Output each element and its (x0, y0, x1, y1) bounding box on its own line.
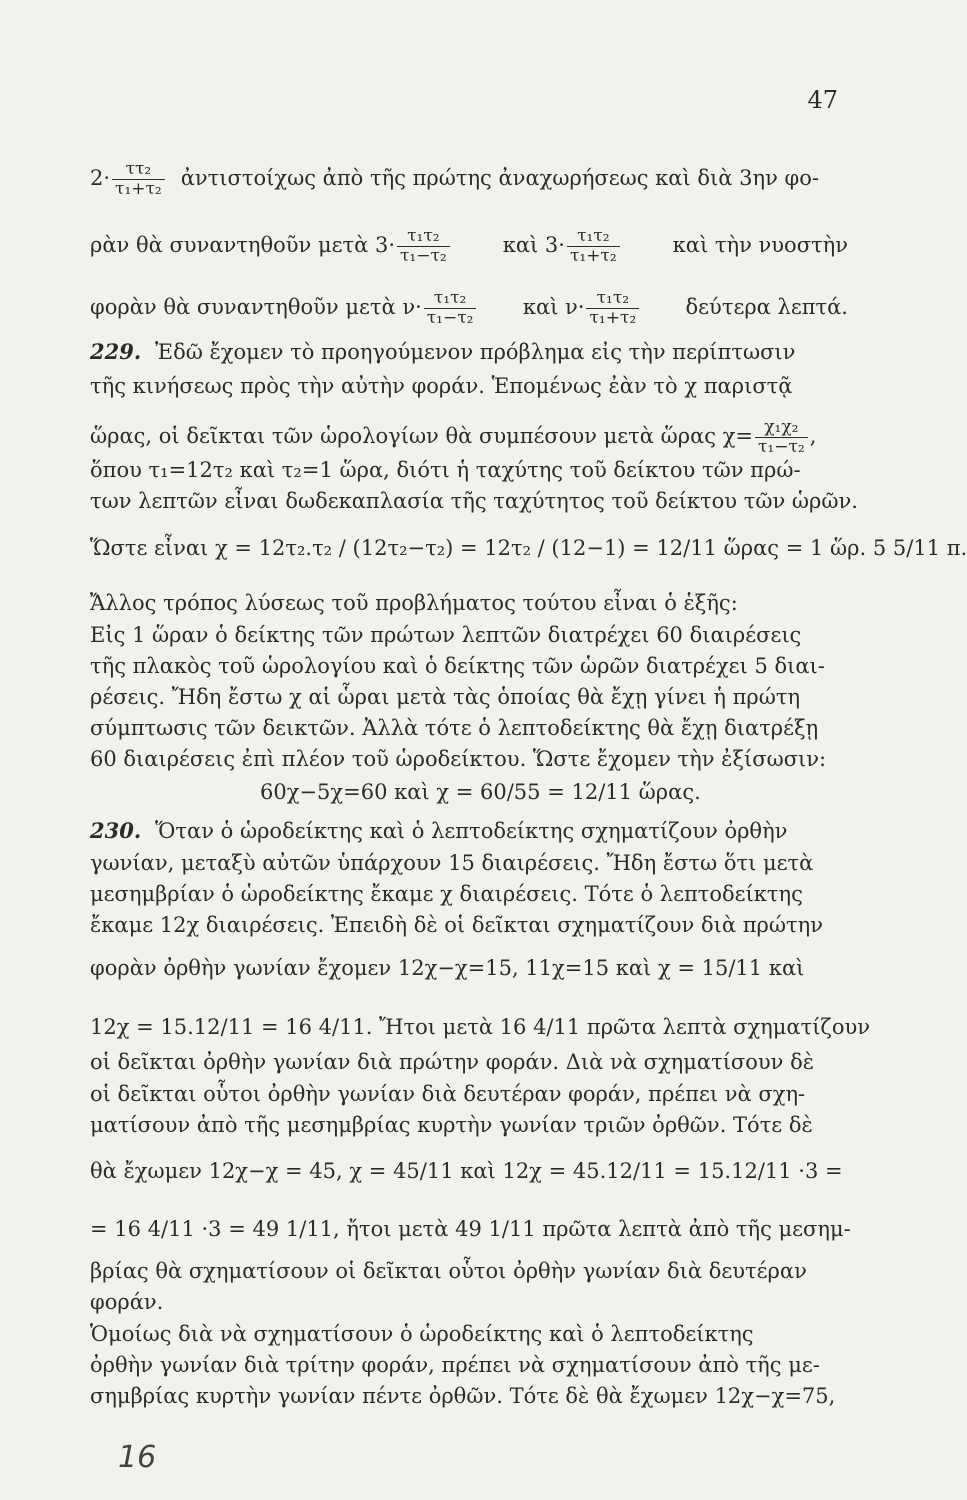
text-line: βρίας θὰ σχηματίσουν οἱ δεῖκται οὗτοι ὀρθὴν γωνίαν διὰ δευτέραν (90, 1259, 807, 1283)
fraction: $\frac{\text{τ₁τ₂}}{\text{τ₁+τ₂}}$ (567, 227, 620, 266)
text-line: ὀρθὴν γωνίαν διὰ τρίτην φοράν, πρέπει νὰ σχηματίσουν ἀπὸ τῆς με- (90, 1353, 820, 1377)
text-line: ματίσουν ἀπὸ τῆς μεσημβρίας κυρτὴν γωνίαν τριῶν ὀρθῶν. Τότε δὲ (90, 1113, 813, 1137)
equation-line: 60χ−5χ=60 καὶ χ = 60/55 = 12/11 ὥρας. (260, 780, 701, 804)
text-line: μεσημβρίαν ὁ ὡροδείκτης ἔκαμε χ διαιρέσεις. Τότε ὁ λεπτοδείκτης (90, 882, 803, 906)
text-line: τῆς πλακὸς τοῦ ὡρολογίου καὶ ὁ δείκτης τῶν ὡρῶν διατρέχει 5 διαι- (90, 654, 825, 678)
text-line: 60 διαιρέσεις ἐπὶ πλέον τοῦ ὡροδείκτου. Ὥστε ἔχομεν τὴν ἐξίσωσιν: (90, 747, 827, 771)
text-line: φορὰν ὀρθὴν γωνίαν ἔχομεν 12χ−χ=15, 11χ=15 καὶ χ = 15/11 καὶ (90, 956, 805, 980)
text-line: 2· $\frac{\text{ττ₂}}{\text{τ₁+τ₂}}$ ἀντιστοίχως ἀπὸ τῆς πρώτης ἀναχωρήσεως καὶ διὰ 3ην φο- (90, 159, 819, 199)
text-line: τῆς κινήσεως πρὸς τὴν αὐτὴν φοράν. Ἑπομένως ἐὰν τὸ χ παριστᾷ (90, 374, 793, 398)
equation-line: θὰ ἔχωμεν 12χ−χ = 45, χ = 45/11 καὶ 12χ = 45.12/11 = 15.12/11 ·3 = (90, 1159, 843, 1183)
page-number: 47 (807, 86, 838, 114)
text-line: ρέσεις. Ἤδη ἔστω χ αἱ ὧραι μετὰ τὰς ὁποίας θὰ ἔχῃ γίνει ἡ πρώτη (90, 685, 801, 709)
text-line: ὅπου τ₁=12τ₂ καὶ τ₂=1 ὥρα, διότι ἡ ταχύτης τοῦ δείκτου τῶν πρώ- (90, 458, 801, 482)
fraction: $\frac{\text{ττ₂}}{\text{τ₁+τ₂}}$ (112, 160, 165, 199)
text-line: σύμπτωσις τῶν δεικτῶν. Ἀλλὰ τότε ὁ λεπτοδείκτης θὰ ἔχῃ διατρέξῃ (90, 716, 819, 740)
equation-line: 12χ = 15.12/11 = 16 4/11. Ἤτοι μετὰ 16 4/11 πρῶτα λεπτὰ σχηματίζουν (90, 1015, 870, 1039)
equation-line: Ὥστε εἶναι χ = 12τ₂.τ₂ / (12τ₂−τ₂) = 12τ₂ / (12−1) = 12/11 ὥρας = 1 ὥρ. 5 5/11 π. (90, 536, 967, 560)
fraction: $\frac{\text{χ₁χ₂}}{\text{τ₁−τ₂}}$ (755, 418, 808, 457)
text-line: Εἰς 1 ὥραν ὁ δείκτης τῶν πρώτων λεπτῶν διατρέχει 60 διαιρέσεις (90, 623, 802, 647)
fraction: $\frac{\text{τ₁τ₂}}{\text{τ₁−τ₂}}$ (424, 289, 477, 328)
section-number: 229. (90, 339, 142, 364)
text-line: Ἄλλος τρόπος λύσεως τοῦ προβλήματος τούτου εἶναι ὁ ἑξῆς: (90, 591, 738, 615)
text-line: 230. Ὅταν ὁ ὡροδείκτης καὶ ὁ λεπτοδείκτης σχηματίζουν ὀρθὴν (90, 818, 788, 843)
text-line: οἱ δεῖκται οὗτοι ὀρθὴν γωνίαν διὰ δευτέραν φοράν, πρέπει νὰ σχη- (90, 1082, 806, 1106)
text-line: ρὰν θὰ συναντηθοῦν μετὰ 3· $\frac{\text{τ₁τ₂}}{\text{τ₁−τ₂}}$ καὶ 3· $\frac{\text{τ₁τ₂}}{\text{τ₁+τ₂}}$ καὶ τὴν νυοστὴν (90, 226, 848, 266)
text-line: γωνίαν, μεταξὺ αὐτῶν ὑπάρχουν 15 διαιρέσεις. Ἤδη ἔστω ὅτι μετὰ (90, 851, 814, 875)
section-number: 230. (90, 818, 142, 843)
text-line: των λεπτῶν εἶναι δωδεκαπλασία τῆς ταχύτητος τοῦ δείκτου τῶν ὡρῶν. (90, 489, 858, 513)
fraction: $\frac{\text{τ₁τ₂}}{\text{τ₁−τ₂}}$ (397, 227, 450, 266)
text-line: οἱ δεῖκται ὀρθὴν γωνίαν διὰ πρώτην φοράν. Διὰ νὰ σχηματίσουν δὲ (90, 1050, 815, 1074)
text-line: 229. Ἐδῶ ἔχομεν τὸ προηγούμενον πρόβλημα εἰς τὴν περίπτωσιν (90, 339, 796, 364)
text-line: φορὰν θὰ συναντηθοῦν μετὰ ν· $\frac{\text{τ₁τ₂}}{\text{τ₁−τ₂}}$ καὶ ν· $\frac{\text{τ₁τ₂}}{\text{τ₁+τ₂}}$ δεύτερα λεπτά. (90, 288, 848, 328)
equation-line: = 16 4/11 ·3 = 49 1/11, ἤτοι μετὰ 49 1/11 πρῶτα λεπτὰ ἀπὸ τῆς μεσημ- (90, 1217, 851, 1241)
text-line: ὥρας, οἱ δεῖκται τῶν ὡρολογίων θὰ συμπέσουν μετὰ ὥρας χ= $\frac{\text{χ₁χ₂}}{\text{τ₁−τ₂}}$ , (90, 417, 817, 457)
fraction: $\frac{\text{τ₁τ₂}}{\text{τ₁+τ₂}}$ (586, 289, 639, 328)
text-line: σημβρίας κυρτὴν γωνίαν πέντε ὀρθῶν. Τότε δὲ θὰ ἔχωμεν 12χ−χ=75, (90, 1384, 836, 1408)
handwritten-margin-note: 16 (118, 1440, 157, 1475)
text-line: Ὁμοίως διὰ νὰ σχηματίσουν ὁ ὡροδείκτης καὶ ὁ λεπτοδείκτης (90, 1322, 754, 1346)
text-line: φοράν. (90, 1290, 164, 1314)
text-line: ἔκαμε 12χ διαιρέσεις. Ἐπειδὴ δὲ οἱ δεῖκται σχηματίζουν διὰ πρώτην (90, 913, 823, 937)
